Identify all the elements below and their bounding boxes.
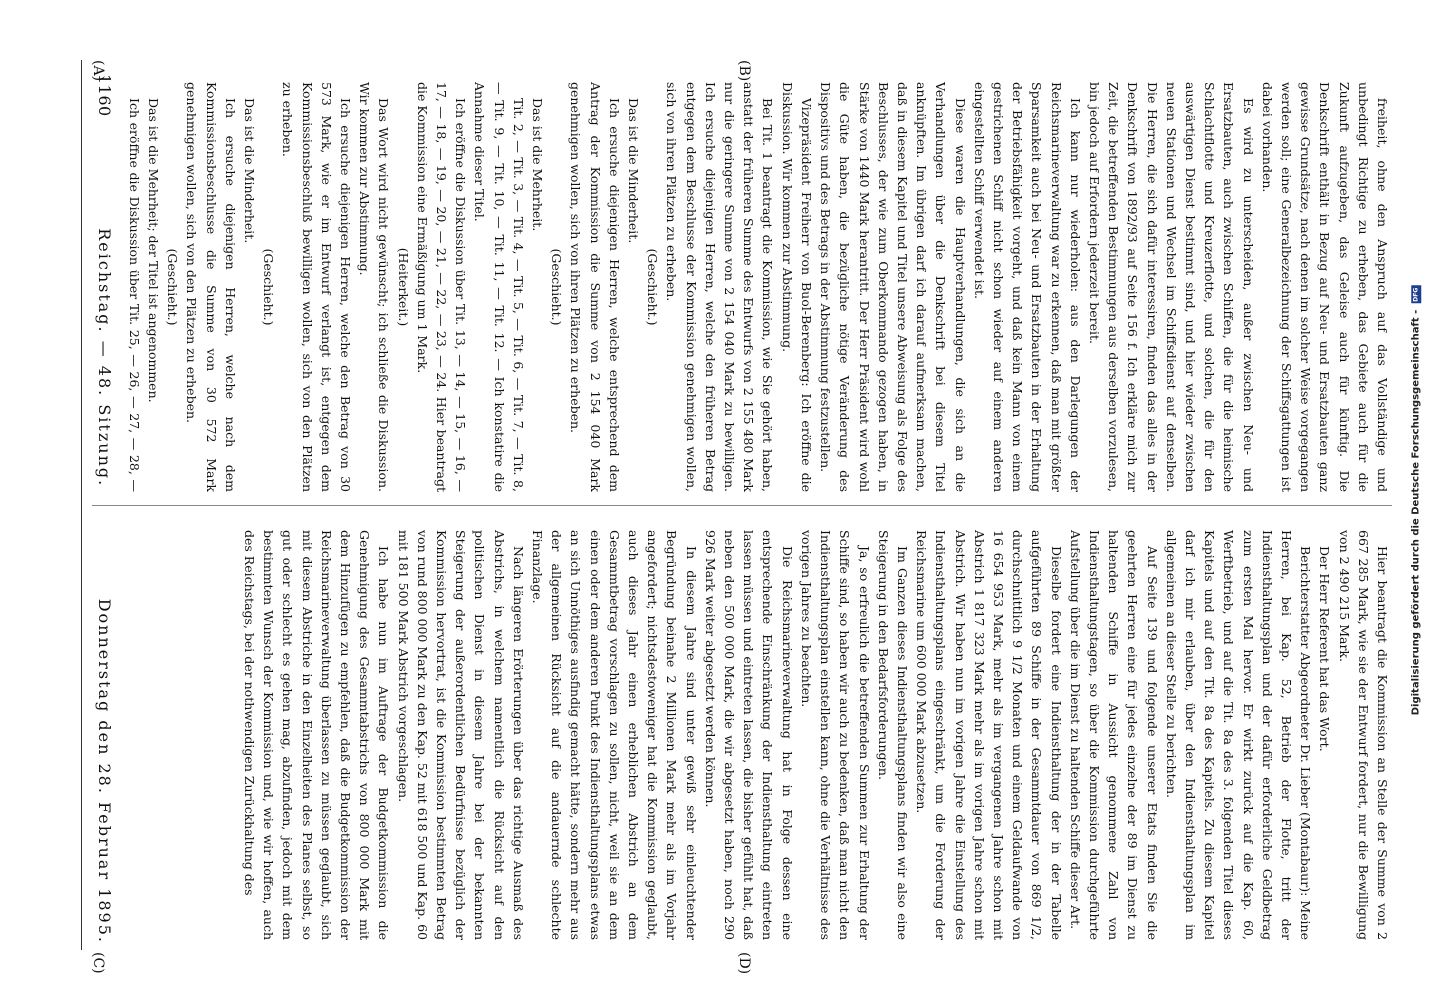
margin-letter-d: (D) — [736, 952, 752, 975]
paragraph: Hier beantragt die Kommission an Stelle der Summe von 2 667 285 Mark, wie sie der Entwurf fordert, nur die Bewilligung von 2 490 215 Mark. — [1336, 530, 1390, 940]
paragraph: Vizepräsident Freiherr von Buol-Berenberg: Ich eröffne die Diskussion. Wir kommen zur Abstimmung. — [779, 82, 814, 492]
stage-direction: (Heiterkeit.) — [395, 247, 411, 327]
paragraph: Berichterstatter Abgeordneter Dr. Lieber (Montabaur): Meine Herren, bei Kap. 52, Betrieb der Flotte, tritt der Indiensthaltungsplan und der dafür erforderliche Geldbetrag zum ersten Mal hervor. Er wirkt zurück auf die Kap. 60, Werftbetrieb, und auf die Tit. 8a des 3. folgenden Titel dieses Kapitels und auf den Tit. 8a des Kapitels. Zu diesem Kapitel darf ich mir erlauben, über den Indiensthaltungsplan im allgemeinen an dieser Stelle zu berichten. — [1163, 530, 1314, 940]
paragraph: Ich eröffne die Diskussion über Tit. 25, — 26, — 27, — 28, — — [126, 98, 142, 492]
paragraph: Es wird zu unterscheiden, außer zwischen Neu- und Ersatzbauten, auch zwischen Schiffen, die für die heimische Schlachtflotte und Kreuzerflotte, und solchen, die für den auswärtigen Dienst bestimmt sind, und hier wieder zwischen neuen Stationen und Wechsel im Schiffsdienst auf denselben. Die Herren, die sich dafür interessiren, finden das alles in der Denkschrift von 1892/93 auf Seite 156 f. Ich erkläre mich zur Zeit, die betreffenden Bestimmungen aus derselben vorzulesen, bin jedoch auf Erfordern jederzeit bereit. — [1086, 82, 1256, 492]
paragraph: Ich ersuche diejenigen Herren, welche entsprechend dem Antrag der Kommission die Summe von 2 154 040 Mark genehmigen wollen, sich von ihren Plätzen zu erheben. — [568, 82, 622, 492]
paragraph: Bei Tit. 1 beantragt die Kommission, wie Sie gehört haben, anstatt der früheren Summe des Entwurfs von 2 155 480 Mark nur die geringere Summe von 2 154 040 Mark zu bewilligen. Ich ersuche diejenigen Herren, welche den früheren Betrag entgegen dem Beschlusse der Kommission genehmigen wollen, sich von ihren Plätzen zu erheben. — [664, 82, 776, 492]
stage-direction: (Geschieht.) — [261, 248, 277, 326]
margin-letter-b: (B) — [736, 60, 752, 82]
paragraph: Das Wort wird nicht gewünscht; ich schließe die Diskussion. Wir kommen zur Abstimmung. — [357, 82, 392, 492]
page-number: 1160 — [95, 74, 114, 117]
paragraph: Nach längeren Erörterungen über das richtige Ausmaß des Abstrichs, in welchem namentlich die Rücksicht auf den politischen Dienst in diesem Jahre bei der bekannten Steigerung der außerordentlichen Bedürfnisse bezüglich der Kommission hervortrat, ist die Kommission bestimmten Betrag von rund 800 000 Mark zu den Kap. 52 mit 618 500 und Kap. 60 mit 181 500 Mark Abstrich vorgeschlagen. — [395, 530, 526, 940]
footer-text: Digitalisierung gefördert durch die Deutsche Forschungsgemeinschaft - — [1410, 309, 1422, 715]
paragraph: freiheit, ohne den Anspruch auf das Vollständige und unbedingt Richtige zu erheben, das Gebiete auch für die Zukunft aufzugeben, das Geleise auch für künftig. Die Denkschrift enthält in Bezug auf Neu- und Ersatzbauten ganz gewisse Grundsätze, nach denen im solcher Weise vorgegangen werden soll; eine Generalbezeichnung der Schiffsgattungen ist dabei vorhanden. — [1259, 82, 1390, 492]
paragraph: Tit. 2, — Tit. 3, — Tit. 4, — Tit. 5, — Tit. 6, — Tit. 7, — Tit. 8, — Tit. 9, — Tit. 10, — Tit. 11, — Tit. 12. — Ich konstatire die Annahme dieser Titel. — [472, 82, 526, 492]
stage-direction: (Geschieht.) — [645, 248, 661, 326]
stage-direction: (Geschieht.) — [165, 248, 181, 326]
paragraph: Ich habe nun im Auftrage der Budgetkommission die Genehmigung des Gesammtabstrichs von 800 000 Mark mit dem Hinzufügen zu empfehlen, daß die Budgetkommission der Reichsmarineverwaltung überlassen zu müssen geglaubt, sich mit diesem Abstriche in den Einzelheiten des Planes selbst, so gut oder schlecht es gehen mag, abzufinden, jedoch mit dem bestimmten Wunsch der Kommission und, wie wir hoffen, auch des Reichstags, bei der nothwendigen Zurückhaltung des — [242, 530, 392, 940]
paragraph: Auf Seite 139 und folgende unserer Etats finden Sie die geehrten Herren eine für jedes einzelne der 89 im Dienst zu haltenden Schiffe in Aussicht genommene Zahl von Indiensthaltungstagen, so über die Kommission durchgeführte Aufstellung über die im Dienst zu haltenden Schiffe dieser Art. — [1067, 530, 1160, 940]
paragraph: Dieselbe fordert eine Indiensthaltung der in der Tabelle aufgeführten 89 Schiffe in der Gesammtdauer von 869 1/2, durchschnittlich 9 1/2 Monaten und einem Geldaufwande von 16 654 953 Mark, mehr als im vergangenen Jahre schon mit Abstrich 1 817 323 Mark mehr als im vorigen Jahre schon mit Abstrich. Wir haben nun im vorigen Jahre die Einstellung des Indiensthaltungsplans eingeschränkt, um die Forderung der Reichsmarine um 600 000 Mark abzusetzen. — [914, 530, 1064, 940]
paragraph: Das ist die Mehrheit; der Titel ist angenommen. — [146, 98, 161, 403]
dfg-logo-icon: DFG — [1412, 287, 1420, 302]
digitization-footer — [1400, 0, 1432, 1000]
right-column — [122, 530, 1392, 940]
running-header — [84, 74, 114, 944]
paragraph: Ja, so erfreulich die betreffenden Summen zur Erhaltung der Schiffe sind, so haben wir auch zu bedenken, daß man nicht den Indiensthaltungsplan einstellen kann, ohne die Verhältnisse des vorigen Jahres zu beachten. — [798, 530, 872, 940]
paragraph: Die Reichsmarineverwaltung hat in Folge dessen eine entsprechende Einschränkung der Indiensthaltung eintreten lassen müssen und eintreten lassen, die bisher gefühlt hat, daß neben den 500 000 Mark, die wir abgesetzt haben, noch 290 926 Mark weiter abgesetzt werden können. — [702, 530, 795, 940]
paragraph: Das ist die Minderheit. — [626, 98, 642, 244]
paragraph: Ich ersuche diejenigen Herren, welche den Betrag von 30 573 Mark, wie er im Entwurf verlangt ist, entgegen dem Kommissionsbeschluß bewilligen wollen, sich von den Plätzen zu erheben. — [280, 82, 354, 492]
paragraph: Ich eröffne die Diskussion über Tit. 13, — 14, — 15, — 16, — 17, — 18, — 19, — 20, — 21, — 22, — 23, — 24. Hier beantragt die Kommission eine Ermäßigung um 1 Mark. — [414, 82, 469, 492]
left-column — [122, 82, 1392, 492]
paragraph: Der Herr Referent hat das Wort. — [1317, 546, 1333, 752]
paragraph: Das ist die Mehrheit. — [530, 98, 546, 232]
paragraph: Im Ganzen dieses Indiensthaltungsplans finden wir also eine Steigerung in den Bedarfsforderungen. — [875, 530, 910, 940]
paragraph: Das ist die Minderheit. — [242, 98, 258, 244]
stage-direction: (Geschieht.) — [549, 248, 565, 326]
header-rule — [81, 60, 82, 950]
paragraph: In diesem Jahre sind unter gewiß sehr einleuchtender Begründung beinahe 2 Millionen Mark mehr als im Vorjahr angefordert; nichtsdestoweniger hat die Kommission geglaubt, auch dieses Jahr einen erheblichen Abstrich an dem Gesammtbetrag vorschlagen zu sollen, nicht, weil sie an dem einen oder dem anderen Punkt des Indiensthaltungsplans etwas an sich Unnöthiges ausfindig gemacht hätte, sondern mehr aus der allgemeinen Rücksicht auf die andauernde schlechte Finanzlage. — [530, 530, 699, 940]
session-title: Reichstag. — 48. Sitzung. — [95, 228, 114, 488]
column-divider — [92, 505, 1392, 506]
session-date: Donnerstag den 28. Februar 1895. — [95, 598, 114, 944]
margin-letter-a: (A) — [90, 60, 106, 82]
paragraph: Ich kann nur wiederholen: aus den Darlegungen der Reichsmarineverwaltung war zu erkennen, daß man mit größter Sparsamkeit auch bei Neu- und Ersatzbauten in der Erhaltung der Betriebsfähigkeit vorgeht, und daß kein Mann von einem gestrichenen Schiff nicht schon wieder auf einem anderen eingestellten Schiff verwendet ist. — [971, 82, 1083, 492]
paragraph: Diese waren die Hauptverhandlungen, die sich an die Verhandlungen über die Denkschrift bei diesem Titel anknüpften. Im übrigen darf ich darauf aufmerksam machen, daß in diesem Kapitel und Titel unsere Abweisung als Folge des Beschlusses, der wie zum Oberkommando gezogen haben, in Stärke von 1440 Mark herantritt. Der Herr Präsident wird wohl die Güte haben, die bezügliche nötige Veränderung des Dispositivs und des Betrags in der Abstimmung festzustellen. — [818, 82, 968, 492]
margin-letter-c: (C) — [90, 952, 106, 974]
paragraph: Ich ersuche diejenigen Herren, welche nach dem Kommissionsbeschlusse die Summe von 30 572 Mark genehmigen wollen, sich von den Plätzen zu erheben. — [184, 82, 238, 492]
